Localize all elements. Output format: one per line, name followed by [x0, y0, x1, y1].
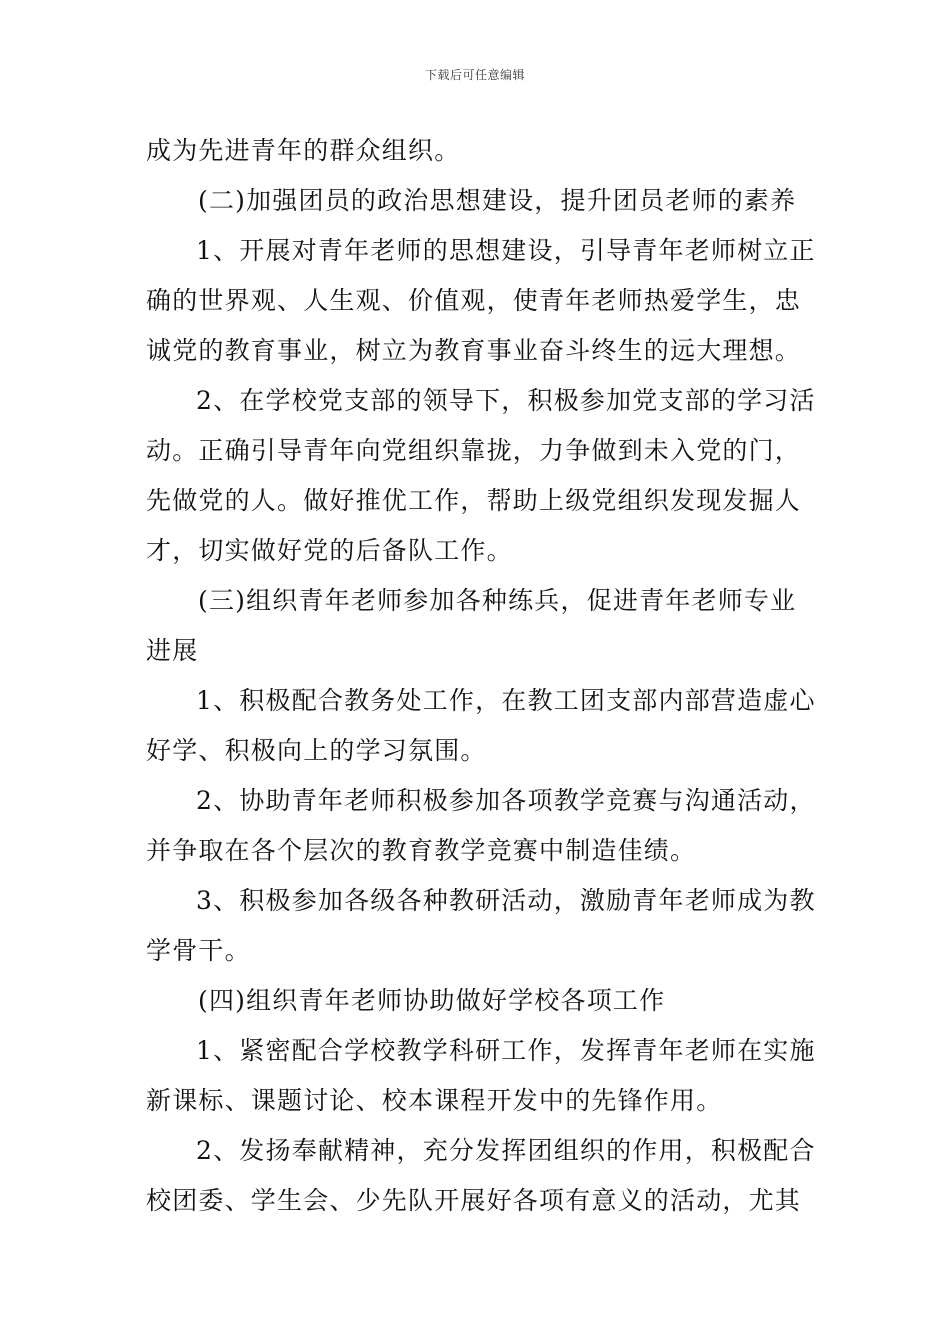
text-line: 2、发扬奉献精神，充分发挥团组织的作用，积极配合	[196, 1136, 816, 1165]
text-line: 先做党的人。做好推优工作，帮助上级党组织发现发掘人	[146, 486, 802, 515]
text-line: 1、紧密配合学校教学科研工作，发挥青年老师在实施	[196, 1036, 816, 1065]
text-line: 好学、积极向上的学习氛围。	[146, 736, 487, 765]
section-heading-2: (二)加强团员的政治思想建设，提升团员老师的素养	[198, 186, 797, 215]
text-line: 确的世界观、人生观、价值观，使青年老师热爱学生，忠	[146, 286, 802, 315]
text-line: 校团委、学生会、少先队开展好各项有意义的活动，尤其	[146, 1186, 802, 1215]
text-line: 动。正确引导青年向党组织靠拢，力争做到未入党的门，	[146, 436, 802, 465]
text-line: 成为先进青年的群众组织。	[146, 136, 461, 165]
page-header: 下载后可任意编辑	[424, 68, 525, 82]
document-body	[146, 126, 816, 1226]
text-line: 并争取在各个层次的教育教学竞赛中制造佳绩。	[146, 836, 697, 865]
text-line: 进展	[146, 636, 199, 665]
text-line: 1、开展对青年老师的思想建设，引导青年老师树立正	[196, 236, 816, 265]
section-heading-4: (四)组织青年老师协助做好学校各项工作	[198, 986, 666, 1015]
text-line: 3、积极参加各级各种教研活动，激励青年老师成为教	[196, 886, 816, 915]
section-heading-3: (三)组织青年老师参加各种练兵，促进青年老师专业	[198, 586, 797, 615]
text-line: 学骨干。	[146, 936, 251, 965]
text-line: 诚党的教育事业，树立为教育事业奋斗终生的远大理想。	[146, 336, 802, 365]
text-line: 2、在学校党支部的领导下，积极参加党支部的学习活	[196, 386, 816, 415]
text-line: 2、协助青年老师积极参加各项教学竞赛与沟通活动，	[196, 786, 816, 815]
text-line: 1、积极配合教务处工作，在教工团支部内部营造虚心	[196, 686, 816, 715]
text-line: 新课标、课题讨论、校本课程开发中的先锋作用。	[146, 1086, 723, 1115]
text-line: 才，切实做好党的后备队工作。	[146, 536, 513, 565]
